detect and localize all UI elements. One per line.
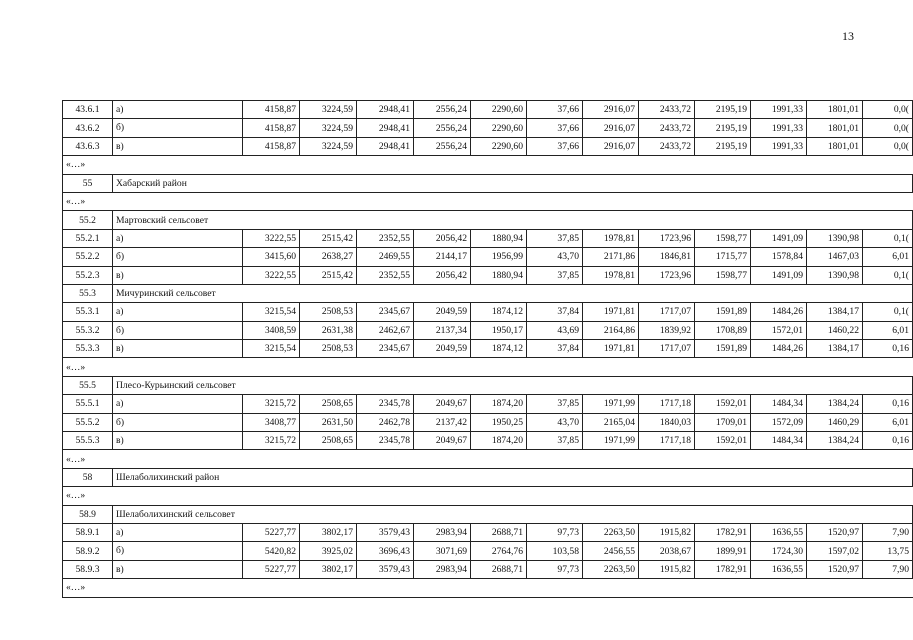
value-cell: 1991,33 [751, 137, 807, 155]
value-cell: 2195,19 [695, 101, 751, 119]
value-cell: 13,75 [863, 542, 913, 560]
value-cell: 2916,07 [583, 101, 639, 119]
value-cell: 37,66 [527, 101, 583, 119]
value-cell: 0,0( [863, 101, 913, 119]
value-cell: 1991,33 [751, 101, 807, 119]
value-cell: 2515,42 [300, 229, 357, 247]
value-cell: 1874,12 [471, 340, 527, 358]
omission-row [63, 192, 913, 210]
omission-row [63, 156, 913, 174]
value-cell: 2764,76 [471, 542, 527, 560]
value-cell: 3215,72 [243, 395, 300, 413]
value-cell: 103,58 [527, 542, 583, 560]
omission-row [63, 450, 913, 468]
row-code: 43.6.1 [63, 101, 113, 119]
table-row [63, 560, 913, 578]
value-cell: 1874,20 [471, 432, 527, 450]
row-code: 58.9.2 [63, 542, 113, 560]
value-cell: 2556,24 [414, 137, 471, 155]
omission-marker: «…» [63, 450, 913, 468]
row-code: 43.6.3 [63, 137, 113, 155]
value-cell: 1715,77 [695, 248, 751, 266]
value-cell: 1390,98 [807, 229, 863, 247]
value-cell: 0,1( [863, 303, 913, 321]
value-cell: 2195,19 [695, 119, 751, 137]
value-cell: 1839,92 [639, 321, 695, 339]
value-cell: 1484,26 [751, 340, 807, 358]
value-cell: 2556,24 [414, 119, 471, 137]
value-cell: 1591,89 [695, 340, 751, 358]
value-cell: 1484,26 [751, 303, 807, 321]
value-cell: 1801,01 [807, 137, 863, 155]
value-cell: 2508,65 [300, 395, 357, 413]
value-cell: 4158,87 [243, 101, 300, 119]
value-cell: 2916,07 [583, 119, 639, 137]
omission-row [63, 358, 913, 376]
value-cell: 2456,55 [583, 542, 639, 560]
section-code: 58 [63, 468, 113, 486]
value-cell: 1484,34 [751, 432, 807, 450]
value-cell: 2688,71 [471, 560, 527, 578]
omission-marker: «…» [63, 192, 913, 210]
value-cell: 1971,81 [583, 303, 639, 321]
value-cell: 4158,87 [243, 137, 300, 155]
value-cell: 37,85 [527, 432, 583, 450]
value-cell: 6,01 [863, 248, 913, 266]
value-cell: 3224,59 [300, 101, 357, 119]
value-cell: 0,1( [863, 266, 913, 284]
tariff-table-container [62, 100, 909, 598]
value-cell: 2056,42 [414, 229, 471, 247]
value-cell: 1723,96 [639, 229, 695, 247]
value-cell: 1384,24 [807, 432, 863, 450]
row-code: 55.2.2 [63, 248, 113, 266]
value-cell: 2137,34 [414, 321, 471, 339]
row-option: а) [113, 303, 243, 321]
table-row [63, 137, 913, 155]
value-cell: 2165,04 [583, 413, 639, 431]
value-cell: 2462,67 [357, 321, 414, 339]
value-cell: 37,85 [527, 395, 583, 413]
value-cell: 1484,34 [751, 395, 807, 413]
value-cell: 43,70 [527, 248, 583, 266]
value-cell: 1801,01 [807, 101, 863, 119]
value-cell: 2345,67 [357, 303, 414, 321]
row-option: в) [113, 266, 243, 284]
value-cell: 2515,42 [300, 266, 357, 284]
value-cell: 1840,03 [639, 413, 695, 431]
value-cell: 0,0( [863, 119, 913, 137]
value-cell: 1578,84 [751, 248, 807, 266]
row-code: 58.9.1 [63, 523, 113, 541]
table-row [63, 340, 913, 358]
row-option: а) [113, 523, 243, 541]
value-cell: 43,70 [527, 413, 583, 431]
value-cell: 3579,43 [357, 523, 414, 541]
value-cell: 2352,55 [357, 266, 414, 284]
value-cell: 4158,87 [243, 119, 300, 137]
value-cell: 3408,59 [243, 321, 300, 339]
value-cell: 2195,19 [695, 137, 751, 155]
value-cell: 1971,99 [583, 432, 639, 450]
row-option: а) [113, 229, 243, 247]
value-cell: 1709,01 [695, 413, 751, 431]
row-code: 55.5.1 [63, 395, 113, 413]
value-cell: 3224,59 [300, 119, 357, 137]
value-cell: 3222,55 [243, 266, 300, 284]
value-cell: 97,73 [527, 523, 583, 541]
section-name: Шелаболихинский сельсовет [113, 505, 913, 523]
value-cell: 1717,18 [639, 432, 695, 450]
row-code: 55.2.1 [63, 229, 113, 247]
row-code: 58.9.3 [63, 560, 113, 578]
value-cell: 1991,33 [751, 119, 807, 137]
section-name: Плесо-Курьинский сельсовет [113, 376, 913, 394]
value-cell: 1592,01 [695, 432, 751, 450]
row-code: 55.5.3 [63, 432, 113, 450]
value-cell: 2263,50 [583, 560, 639, 578]
value-cell: 2171,86 [583, 248, 639, 266]
value-cell: 1384,17 [807, 340, 863, 358]
value-cell: 2038,67 [639, 542, 695, 560]
row-code: 55.3.1 [63, 303, 113, 321]
value-cell: 1846,81 [639, 248, 695, 266]
row-option: б) [113, 413, 243, 431]
table-row [63, 119, 913, 137]
section-code: 55.2 [63, 211, 113, 229]
table-row [63, 321, 913, 339]
row-option: в) [113, 560, 243, 578]
row-option: в) [113, 137, 243, 155]
value-cell: 0,1( [863, 229, 913, 247]
value-cell: 1491,09 [751, 229, 807, 247]
value-cell: 2631,50 [300, 413, 357, 431]
value-cell: 1956,99 [471, 248, 527, 266]
value-cell: 2049,67 [414, 395, 471, 413]
section-name: Шелаболихинский район [113, 468, 913, 486]
section-row [63, 376, 913, 394]
value-cell: 1717,18 [639, 395, 695, 413]
page-number: 13 [842, 29, 854, 43]
value-cell: 97,73 [527, 560, 583, 578]
table-row [63, 229, 913, 247]
value-cell: 2352,55 [357, 229, 414, 247]
value-cell: 37,85 [527, 229, 583, 247]
value-cell: 2469,55 [357, 248, 414, 266]
value-cell: 3415,60 [243, 248, 300, 266]
value-cell: 3224,59 [300, 137, 357, 155]
value-cell: 2983,94 [414, 560, 471, 578]
table-row [63, 542, 913, 560]
value-cell: 2049,59 [414, 303, 471, 321]
value-cell: 2433,72 [639, 101, 695, 119]
value-cell: 3802,17 [300, 523, 357, 541]
value-cell: 7,90 [863, 560, 913, 578]
value-cell: 2948,41 [357, 119, 414, 137]
value-cell: 1636,55 [751, 560, 807, 578]
value-cell: 3408,77 [243, 413, 300, 431]
value-cell: 3215,54 [243, 340, 300, 358]
value-cell: 5227,77 [243, 560, 300, 578]
value-cell: 1971,99 [583, 395, 639, 413]
value-cell: 2345,78 [357, 395, 414, 413]
row-option: б) [113, 248, 243, 266]
section-code: 55 [63, 174, 113, 192]
value-cell: 2688,71 [471, 523, 527, 541]
value-cell: 1880,94 [471, 229, 527, 247]
section-row [63, 284, 913, 302]
value-cell: 2056,42 [414, 266, 471, 284]
value-cell: 2508,65 [300, 432, 357, 450]
row-option: б) [113, 542, 243, 560]
value-cell: 1971,81 [583, 340, 639, 358]
row-option: в) [113, 340, 243, 358]
row-option: а) [113, 101, 243, 119]
value-cell: 7,90 [863, 523, 913, 541]
value-cell: 2164,86 [583, 321, 639, 339]
value-cell: 3802,17 [300, 560, 357, 578]
value-cell: 1915,82 [639, 560, 695, 578]
section-row [63, 211, 913, 229]
value-cell: 3222,55 [243, 229, 300, 247]
section-code: 55.5 [63, 376, 113, 394]
value-cell: 2556,24 [414, 101, 471, 119]
omission-row [63, 579, 913, 597]
value-cell: 1978,81 [583, 229, 639, 247]
value-cell: 6,01 [863, 413, 913, 431]
value-cell: 1717,07 [639, 303, 695, 321]
section-row [63, 505, 913, 523]
table-row [63, 413, 913, 431]
value-cell: 2345,67 [357, 340, 414, 358]
value-cell: 1597,02 [807, 542, 863, 560]
table-row [63, 248, 913, 266]
table-row [63, 101, 913, 119]
value-cell: 0,16 [863, 340, 913, 358]
value-cell: 2290,60 [471, 137, 527, 155]
value-cell: 1874,20 [471, 395, 527, 413]
value-cell: 2263,50 [583, 523, 639, 541]
value-cell: 2631,38 [300, 321, 357, 339]
section-name: Мичуринский сельсовет [113, 284, 913, 302]
omission-marker: «…» [63, 487, 913, 505]
value-cell: 1598,77 [695, 229, 751, 247]
section-code: 58.9 [63, 505, 113, 523]
row-option: б) [113, 119, 243, 137]
value-cell: 1384,17 [807, 303, 863, 321]
value-cell: 3215,54 [243, 303, 300, 321]
value-cell: 1978,81 [583, 266, 639, 284]
table-row [63, 432, 913, 450]
value-cell: 1598,77 [695, 266, 751, 284]
value-cell: 1636,55 [751, 523, 807, 541]
omission-row [63, 487, 913, 505]
value-cell: 0,0( [863, 137, 913, 155]
value-cell: 3925,02 [300, 542, 357, 560]
value-cell: 43,69 [527, 321, 583, 339]
value-cell: 0,16 [863, 395, 913, 413]
value-cell: 0,16 [863, 432, 913, 450]
value-cell: 3071,69 [414, 542, 471, 560]
value-cell: 5420,82 [243, 542, 300, 560]
value-cell: 37,66 [527, 119, 583, 137]
value-cell: 1572,09 [751, 413, 807, 431]
value-cell: 1717,07 [639, 340, 695, 358]
value-cell: 1801,01 [807, 119, 863, 137]
value-cell: 1520,97 [807, 523, 863, 541]
value-cell: 2144,17 [414, 248, 471, 266]
value-cell: 1723,96 [639, 266, 695, 284]
value-cell: 1390,98 [807, 266, 863, 284]
row-code: 55.5.2 [63, 413, 113, 431]
value-cell: 6,01 [863, 321, 913, 339]
value-cell: 1915,82 [639, 523, 695, 541]
table-row [63, 523, 913, 541]
value-cell: 1572,01 [751, 321, 807, 339]
value-cell: 1591,89 [695, 303, 751, 321]
value-cell: 3215,72 [243, 432, 300, 450]
value-cell: 1950,25 [471, 413, 527, 431]
value-cell: 1950,17 [471, 321, 527, 339]
value-cell: 2433,72 [639, 119, 695, 137]
omission-marker: «…» [63, 358, 913, 376]
value-cell: 1491,09 [751, 266, 807, 284]
section-row [63, 468, 913, 486]
table-row [63, 266, 913, 284]
value-cell: 1724,30 [751, 542, 807, 560]
table-row [63, 395, 913, 413]
row-code: 55.2.3 [63, 266, 113, 284]
value-cell: 1708,89 [695, 321, 751, 339]
value-cell: 2948,41 [357, 101, 414, 119]
section-name: Мартовский сельсовет [113, 211, 913, 229]
value-cell: 1460,29 [807, 413, 863, 431]
value-cell: 37,84 [527, 303, 583, 321]
value-cell: 3579,43 [357, 560, 414, 578]
omission-marker: «…» [63, 579, 913, 597]
value-cell: 5227,77 [243, 523, 300, 541]
row-option: в) [113, 432, 243, 450]
value-cell: 1880,94 [471, 266, 527, 284]
value-cell: 2916,07 [583, 137, 639, 155]
tariff-table [62, 100, 913, 598]
value-cell: 37,85 [527, 266, 583, 284]
value-cell: 2983,94 [414, 523, 471, 541]
value-cell: 2462,78 [357, 413, 414, 431]
value-cell: 2290,60 [471, 119, 527, 137]
value-cell: 1460,22 [807, 321, 863, 339]
table-row [63, 303, 913, 321]
section-name: Хабарский район [113, 174, 913, 192]
value-cell: 37,84 [527, 340, 583, 358]
value-cell: 2137,42 [414, 413, 471, 431]
omission-marker: «…» [63, 156, 913, 174]
section-row [63, 174, 913, 192]
table-body [63, 101, 913, 598]
value-cell: 2345,78 [357, 432, 414, 450]
value-cell: 2508,53 [300, 340, 357, 358]
value-cell: 1592,01 [695, 395, 751, 413]
value-cell: 1520,97 [807, 560, 863, 578]
value-cell: 2433,72 [639, 137, 695, 155]
value-cell: 2049,59 [414, 340, 471, 358]
value-cell: 1874,12 [471, 303, 527, 321]
row-code: 55.3.2 [63, 321, 113, 339]
value-cell: 1384,24 [807, 395, 863, 413]
value-cell: 1899,91 [695, 542, 751, 560]
value-cell: 2290,60 [471, 101, 527, 119]
value-cell: 2638,27 [300, 248, 357, 266]
value-cell: 37,66 [527, 137, 583, 155]
value-cell: 1782,91 [695, 523, 751, 541]
value-cell: 2508,53 [300, 303, 357, 321]
value-cell: 2049,67 [414, 432, 471, 450]
row-code: 55.3.3 [63, 340, 113, 358]
section-code: 55.3 [63, 284, 113, 302]
row-option: б) [113, 321, 243, 339]
value-cell: 3696,43 [357, 542, 414, 560]
value-cell: 1467,03 [807, 248, 863, 266]
row-code: 43.6.2 [63, 119, 113, 137]
row-option: а) [113, 395, 243, 413]
value-cell: 1782,91 [695, 560, 751, 578]
value-cell: 2948,41 [357, 137, 414, 155]
